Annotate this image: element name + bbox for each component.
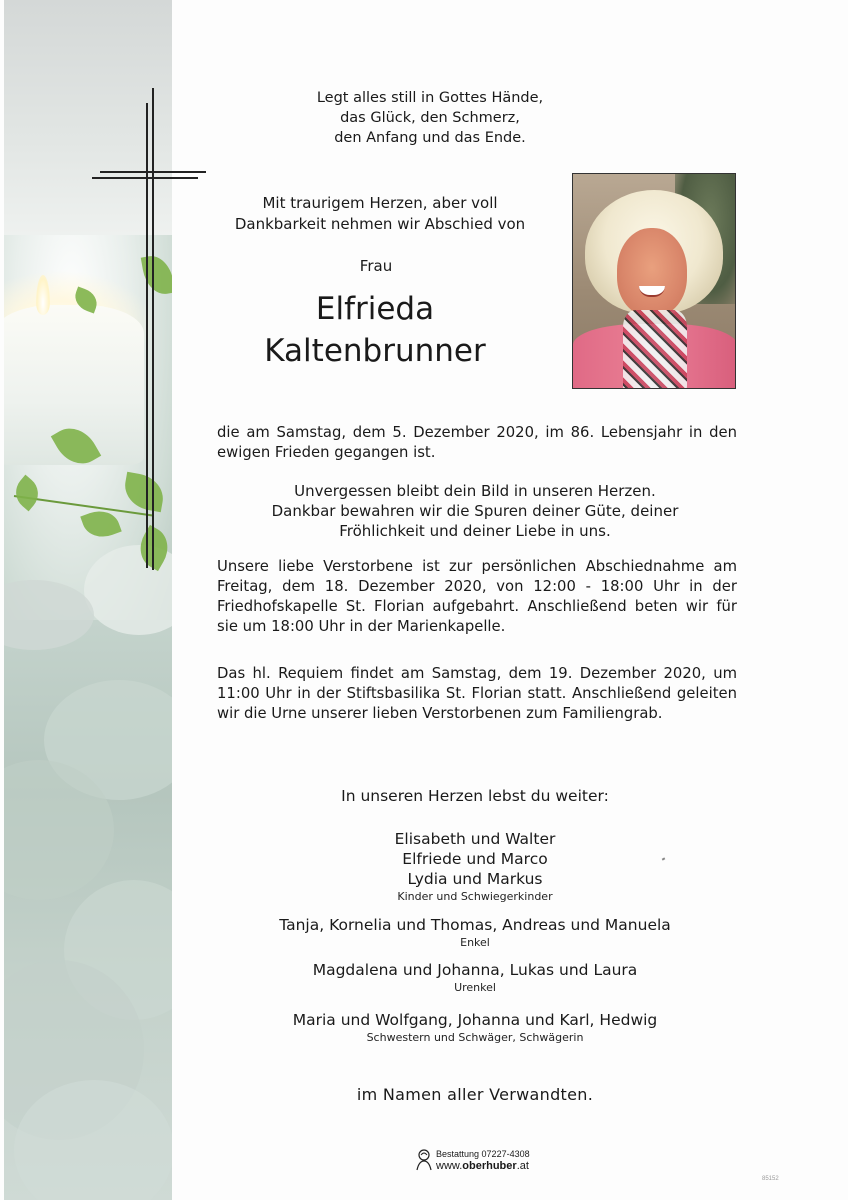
family-role: Urenkel — [454, 981, 496, 994]
family-group-great-grandchildren — [240, 960, 710, 996]
family-names: Elisabeth und Walter — [394, 830, 556, 848]
funeral-home-logo-icon — [414, 1148, 434, 1172]
death-notice: die am Samstag, dem 5. Dezember 2020, im 86. Lebensjahr in den ewigen Frieden gegangen ist. — [217, 424, 737, 461]
footer-company-line — [436, 1149, 530, 1159]
intro-line: Dankbarkeit nehmen wir Abschied von — [234, 215, 526, 233]
deceased-name — [230, 288, 520, 372]
deceased-last-name: Kaltenbrunner — [264, 333, 486, 369]
salutation: Frau — [359, 257, 393, 275]
family-role: Kinder und Schwiegerkinder — [397, 890, 553, 903]
memorial-line: Unvergessen bleibt dein Bild in unseren Herzen. — [294, 482, 656, 500]
footer-website: www.oberhuber.at — [436, 1160, 529, 1172]
verse-line: den Anfang und das Ende. — [334, 130, 526, 146]
footer-phone: 07227-4308 — [481, 1149, 530, 1159]
family-names: Elfriede und Marco — [402, 850, 548, 868]
requiem-info: Das hl. Requiem findet am Samstag, dem 19. Dezember 2020, um 11:00 Uhr in der Stiftsbasilika St. Florian statt. Anschließend geleiten wir die Urne unserer lieben Verstorbenen zum Familiengrab. — [217, 665, 737, 722]
family-names: Tanja, Kornelia und Thomas, Andreas und Manuela — [279, 916, 671, 934]
family-role: Enkel — [460, 936, 490, 949]
deceased-first-name: Elfrieda — [315, 291, 435, 327]
document-code: 85152 — [762, 1176, 779, 1182]
intro-line: Mit traurigem Herzen, aber voll — [262, 194, 498, 212]
family-group-siblings — [240, 1010, 710, 1046]
funeral-home-footer — [414, 1148, 544, 1176]
family-names: Magdalena und Johanna, Lukas und Laura — [312, 961, 638, 979]
farewell-info: Unsere liebe Verstorbene ist zur persönlichen Abschiednahme am Freitag, dem 18. Dezember 2020, von 12:00 - 18:00 Uhr in der Friedhofskapelle St. Florian aufgebahrt. Anschließend beten wir für sie um 18:00 Uhr in der Marienkapelle. — [217, 558, 737, 635]
memorial-line: Fröhlichkeit und deiner Liebe in uns. — [339, 522, 611, 540]
family-group-grandchildren — [240, 915, 710, 951]
verse-line: das Glück, den Schmerz, — [340, 110, 520, 126]
footer-company: Bestattung — [436, 1149, 480, 1159]
family-role: Schwestern und Schwäger, Schwägerin — [366, 1031, 584, 1044]
family-heading: In unseren Herzen lebst du weiter: — [341, 787, 609, 805]
verse-line: Legt alles still in Gottes Hände, — [316, 90, 544, 106]
bible-verse — [230, 88, 630, 148]
intro-text — [210, 193, 550, 235]
memorial-text — [240, 481, 710, 541]
closing-line: im Namen aller Verwandten. — [356, 1085, 594, 1104]
portrait-photo — [572, 173, 736, 389]
family-names: Maria und Wolfgang, Johanna und Karl, Hedwig — [292, 1011, 658, 1029]
family-names: Lydia und Markus — [407, 870, 543, 888]
memorial-line: Dankbar bewahren wir die Spuren deiner Güte, deiner — [271, 502, 679, 520]
family-group-children — [240, 829, 710, 905]
